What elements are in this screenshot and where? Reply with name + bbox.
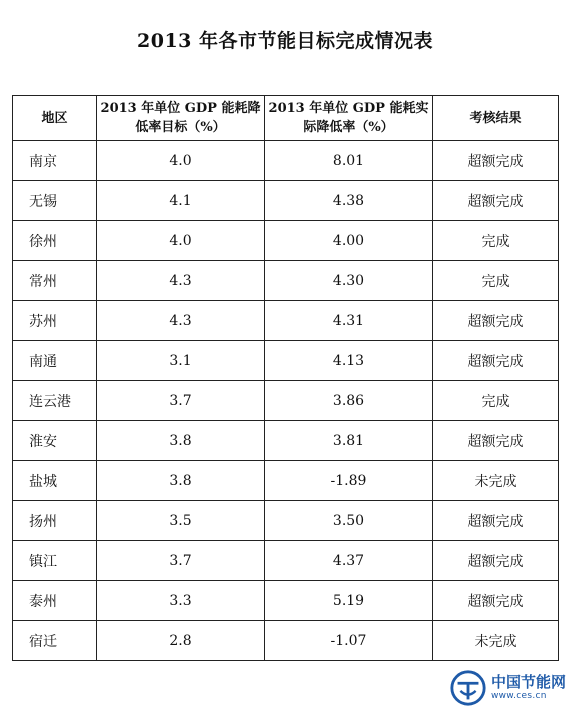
cell-target-rate: 3.8 (97, 461, 265, 501)
table-row (13, 261, 559, 301)
cell-target-rate: 4.1 (97, 181, 265, 221)
cell-region: 泰州 (13, 581, 97, 621)
cell-actual-rate: 4.13 (265, 341, 433, 381)
table-row (13, 541, 559, 581)
cell-actual-rate: 4.00 (265, 221, 433, 261)
cell-region: 徐州 (13, 221, 97, 261)
watermark-url: www.ces.cn (490, 691, 547, 701)
cell-target-rate: 3.5 (97, 501, 265, 541)
cell-actual-rate: 4.37 (265, 541, 433, 581)
cell-result: 未完成 (433, 461, 559, 501)
cell-actual-rate: 4.30 (265, 261, 433, 301)
cell-region: 盐城 (13, 461, 97, 501)
table-row (13, 461, 559, 501)
page-title: 2013 年各市节能目标完成情况表 (137, 30, 433, 52)
cell-region: 无锡 (13, 181, 97, 221)
header-region: 地区 (13, 96, 97, 141)
cell-result: 完成 (433, 381, 559, 421)
cell-region: 常州 (13, 261, 97, 301)
cell-result: 完成 (433, 221, 559, 261)
table-row (13, 381, 559, 421)
cell-actual-rate: 5.19 (265, 581, 433, 621)
table-row (13, 341, 559, 381)
header-target-rate: 2013 年单位 GDP 能耗降低率目标（%） (97, 96, 265, 141)
cell-result: 完成 (433, 261, 559, 301)
cell-actual-rate: 3.81 (265, 421, 433, 461)
cell-result: 超额完成 (433, 581, 559, 621)
table-row (13, 621, 559, 661)
cell-region: 扬州 (13, 501, 97, 541)
cell-region: 南通 (13, 341, 97, 381)
energy-target-table (12, 95, 559, 661)
cell-actual-rate: -1.07 (265, 621, 433, 661)
cell-actual-rate: 3.50 (265, 501, 433, 541)
cell-target-rate: 2.8 (97, 621, 265, 661)
site-watermark (449, 669, 566, 707)
cell-actual-rate: 8.01 (265, 141, 433, 181)
cell-region: 南京 (13, 141, 97, 181)
cell-target-rate: 3.7 (97, 381, 265, 421)
table-row (13, 141, 559, 181)
table-row (13, 421, 559, 461)
table-row (13, 581, 559, 621)
cell-actual-rate: 4.38 (265, 181, 433, 221)
cell-result: 超额完成 (433, 501, 559, 541)
cell-result: 超额完成 (433, 181, 559, 221)
cell-result: 超额完成 (433, 541, 559, 581)
cell-target-rate: 4.3 (97, 301, 265, 341)
table-row (13, 501, 559, 541)
table-row (13, 221, 559, 261)
cell-actual-rate: 4.31 (265, 301, 433, 341)
cell-actual-rate: -1.89 (265, 461, 433, 501)
header-actual-rate: 2013 年单位 GDP 能耗实际降低率（%） (265, 96, 433, 141)
cell-target-rate: 3.1 (97, 341, 265, 381)
cell-target-rate: 4.0 (97, 221, 265, 261)
table-row (13, 181, 559, 221)
watermark-name: 中国节能网 (490, 673, 566, 691)
header-result: 考核结果 (433, 96, 559, 141)
cell-actual-rate: 3.86 (265, 381, 433, 421)
cell-target-rate: 4.0 (97, 141, 265, 181)
cell-region: 镇江 (13, 541, 97, 581)
cell-region: 连云港 (13, 381, 97, 421)
cell-region: 苏州 (13, 301, 97, 341)
cell-result: 超额完成 (433, 301, 559, 341)
cell-target-rate: 3.3 (97, 581, 265, 621)
table-row (13, 301, 559, 341)
cell-result: 超额完成 (433, 141, 559, 181)
cell-target-rate: 3.8 (97, 421, 265, 461)
cell-result: 未完成 (433, 621, 559, 661)
cell-target-rate: 3.7 (97, 541, 265, 581)
ces-logo-icon (449, 669, 487, 707)
table-header-row (13, 96, 559, 141)
cell-region: 淮安 (13, 421, 97, 461)
cell-result: 超额完成 (433, 341, 559, 381)
cell-result: 超额完成 (433, 421, 559, 461)
cell-region: 宿迁 (13, 621, 97, 661)
cell-target-rate: 4.3 (97, 261, 265, 301)
